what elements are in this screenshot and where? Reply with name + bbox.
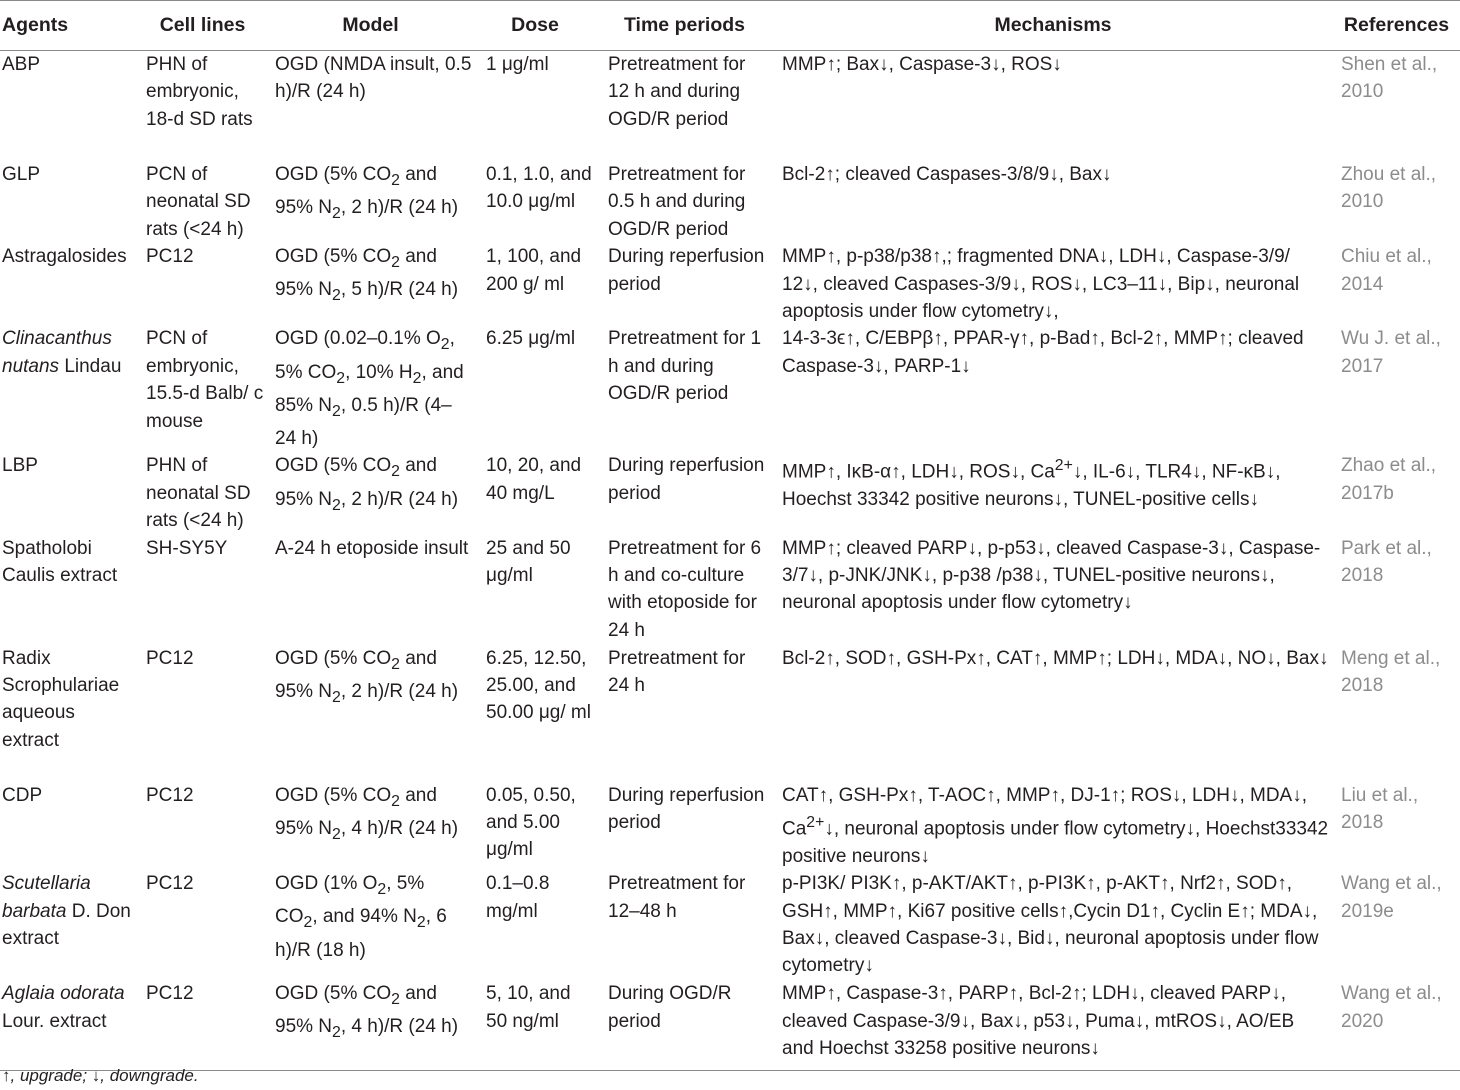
- header-model: Model: [267, 1, 474, 51]
- reference-cell[interactable]: Park et al., 2018: [1341, 537, 1432, 587]
- mechanisms-cell: MMP↑, IκB-α↑, LDH↓, ROS↓, $Ca^{2+}↓$, IL-6↓, TLR4↓, NF-κB↓, Hoechst 33342 positive neurons↓, TUNEL-positive cells↓: [782, 457, 1281, 511]
- model-cell: OGD (5% $CO_2$ and 95% $N_2$, 2 h)/R (24 h): [275, 647, 459, 706]
- reference-cell[interactable]: Wang et al., 2020: [1333, 980, 1460, 1071]
- reference-cell[interactable]: Meng et al., 2018: [1341, 647, 1441, 697]
- header-cell-lines: Cell lines: [138, 1, 267, 51]
- time-period-cell: Pretreatment for 0.5 h and during OGD/R period: [608, 164, 746, 240]
- mechanisms-cell: MMP↑; Bax↓, Caspase-3↓, ROS↓: [782, 54, 1062, 75]
- time-period-cell: During reperfusion period: [608, 246, 765, 295]
- table-row: [0, 51, 1460, 162]
- dose-cell: 10, 20, and 40 mg/L: [486, 455, 582, 504]
- agent-cell: Radix Scrophulariae aqueous extract: [2, 647, 120, 751]
- table-row: [0, 535, 1460, 645]
- header-references: References: [1333, 1, 1460, 51]
- time-period-cell: Pretreatment for 1 h and during OGD/R period: [608, 328, 762, 405]
- cell-line-cell: PHN of embryonic, 18-d SD rats: [146, 54, 253, 130]
- cell-line-cell: PC12: [138, 980, 267, 1071]
- mechanisms-cell: MMP↑, Caspase-3↑, PARP↑, Bcl-2↑; LDH↓, cleaved PARP↓, cleaved Caspase-3/9↓, Bax↓, p53↓, Puma↓, mtROS↓, AO/EB and Hoechst 33258 positive neurons↓: [773, 980, 1333, 1071]
- header-time-periods: Time periods: [596, 1, 773, 51]
- time-period-cell: Pretreatment for 12 h and during OGD/R period: [608, 54, 746, 130]
- agent-cell: CDP: [2, 784, 43, 806]
- agent-cell: LBP: [2, 455, 38, 477]
- dose-cell: 1, 100, and 200 g/ ml: [486, 246, 582, 295]
- dose-cell: 6.25, 12.50, 25.00, and 50.00 μg/ ml: [486, 647, 591, 724]
- dose-cell: 0.1, 1.0, and 10.0 μg/ml: [486, 164, 592, 213]
- model-cell: OGD (5% $CO_2$ and 95% $N_2$, 4 h)/R (24 h): [267, 980, 474, 1071]
- mechanisms-cell: p-PI3K/ PI3K↑, p-AKT/AKT↑, p-PI3K↑, p-AKT↑, Nrf2↑, SOD↑, GSH↑, MMP↑, Ki67 positive cells↑,Cycin D1↑, Cyclin E↑; MDA↓, Bax↓, cleaved Caspase-3↓, Bid↓, neuronal apoptosis under flow cytometry↓: [782, 873, 1319, 977]
- model-cell: OGD (5% $CO_2$ and 95% $N_2$, 5 h)/R (24 h): [275, 246, 459, 305]
- cell-line-cell: PCN of neonatal SD rats (<24 h): [146, 164, 251, 240]
- reference-cell[interactable]: Chiu et al., 2014: [1341, 246, 1432, 295]
- reference-cell[interactable]: Liu et al., 2018: [1341, 784, 1419, 834]
- table-row: [0, 161, 1460, 243]
- cell-line-cell: PC12: [146, 647, 194, 669]
- table-row: [0, 452, 1460, 534]
- model-cell: OGD (NMDA insult, 0.5 h)/R (24 h): [275, 54, 472, 103]
- mechanisms-cell: MMP↑, p-p38/p38↑,; fragmented DNA↓, LDH↓, Caspase-3/9/ 12↓, cleaved Caspases-3/9↓, ROS↓, LC3–11↓, Bip↓, neuronal apoptosis under flow cytometry↓,: [782, 246, 1300, 323]
- agent-cell: ABP: [2, 54, 41, 75]
- table-row: [0, 243, 1460, 325]
- header-mechanisms: Mechanisms: [773, 1, 1333, 51]
- table-row: [0, 645, 1460, 782]
- mechanisms-cell: CAT↑, GSH-Px↑, T-AOC↑, MMP↑, DJ-1↑; ROS↓, LDH↓, MDA↓, $Ca^{2+}↓$, neuronal apoptosis under flow cytometry↓, Hoechst33342 positive neurons↓: [782, 784, 1329, 867]
- agent-cell: GLP: [2, 164, 41, 185]
- model-cell: OGD (0.02–0.1% $O_2$, 5% $CO_2$, 10% $H_2$, and 85% $N_2$, 0.5 h)/R (4–24 h): [275, 328, 464, 450]
- header-agents: Agents: [0, 1, 138, 51]
- table-row: [0, 870, 1460, 980]
- agent-cell: Spatholobi Caulis extract: [2, 537, 118, 587]
- reference-cell[interactable]: Shen et al., 2010: [1341, 54, 1438, 103]
- time-period-cell: During reperfusion period: [608, 455, 765, 504]
- reference-cell[interactable]: Zhao et al., 2017b: [1341, 455, 1437, 504]
- table-header-row: [0, 1, 1460, 51]
- time-period-cell: During OGD/R period: [596, 980, 773, 1071]
- reference-cell[interactable]: Wang et al., 2019e: [1341, 873, 1442, 922]
- table-footnote: ↑, upgrade; ↓, downgrade.: [2, 1066, 199, 1085]
- agent-cell: Clinacanthus nutans Lindau: [2, 328, 122, 377]
- cell-line-cell: PC12: [146, 873, 194, 895]
- cell-line-cell: PHN of neonatal SD rats (<24 h): [146, 455, 251, 532]
- cell-line-cell: PC12: [146, 784, 194, 806]
- table-row: [0, 782, 1460, 871]
- model-cell: OGD (5% $CO_2$ and 95% $N_2$, 2 h)/R (24 h): [275, 164, 459, 222]
- header-dose: Dose: [474, 1, 596, 51]
- dose-cell: 0.05, 0.50, and 5.00 μg/ml: [486, 784, 576, 861]
- reference-cell[interactable]: Wu J. et al., 2017: [1341, 328, 1441, 377]
- time-period-cell: Pretreatment for 12–48 h: [608, 873, 746, 922]
- agent-cell: Aglaia odorata Lour. extract: [0, 980, 138, 1071]
- model-cell: OGD (5% $CO_2$ and 95% $N_2$, 4 h)/R (24 h): [275, 784, 459, 843]
- time-period-cell: Pretreatment for 24 h: [608, 647, 746, 697]
- table-row: [0, 325, 1460, 452]
- agent-cell: Astragalosides: [2, 246, 127, 268]
- cell-line-cell: PC12: [146, 246, 194, 268]
- reference-cell[interactable]: Zhou et al., 2010: [1341, 164, 1437, 213]
- mechanisms-cell: MMP↑; cleaved PARP↓, p-p53↓, cleaved Caspase-3↓, Caspase-3/7↓, p-JNK/JNK↓, p-p38 /p38↓, TUNEL-positive neurons↓, neuronal apoptosis under flow cytometry↓: [782, 537, 1321, 614]
- mechanisms-cell: 14-3-3ϵ↑, C/EBPβ↑, PPAR-γ↑, p-Bad↑, Bcl-2↑, MMP↑; cleaved Caspase-3↓, PARP-1↓: [782, 328, 1304, 377]
- model-cell: OGD (5% $CO_2$ and 95% $N_2$, 2 h)/R (24 h): [275, 455, 459, 514]
- dose-cell: 6.25 μg/ml: [486, 328, 576, 350]
- dose-cell: 5, 10, and 50 ng/ml: [474, 980, 596, 1071]
- model-cell: A-24 h etoposide insult: [275, 537, 469, 559]
- dose-cell: 1 μg/ml: [486, 54, 549, 75]
- time-period-cell: Pretreatment for 6 h and co-culture with etoposide for 24 h: [608, 537, 762, 641]
- agent-cell: Scutellaria barbata D. Don extract: [2, 873, 131, 950]
- cell-line-cell: PCN of embryonic, 15.5-d Balb/ c mouse: [146, 328, 264, 432]
- dose-cell: 0.1–0.8 mg/ml: [486, 873, 550, 922]
- table-row: [0, 980, 1460, 1071]
- model-cell: OGD (1% $O_2$, 5% $CO_2$, and 94% $N_2$, 6 h)/R (18 h): [275, 873, 447, 961]
- dose-cell: 25 and 50 μg/ml: [486, 537, 571, 587]
- time-period-cell: During reperfusion period: [608, 784, 765, 834]
- mechanisms-cell: Bcl-2↑, SOD↑, GSH-Px↑, CAT↑, MMP↑; LDH↓, MDA↓, NO↓, Bax↓: [782, 647, 1329, 669]
- cell-line-cell: SH-SY5Y: [146, 537, 228, 559]
- mechanisms-cell: Bcl-2↑; cleaved Caspases-3/8/9↓, Bax↓: [782, 164, 1112, 185]
